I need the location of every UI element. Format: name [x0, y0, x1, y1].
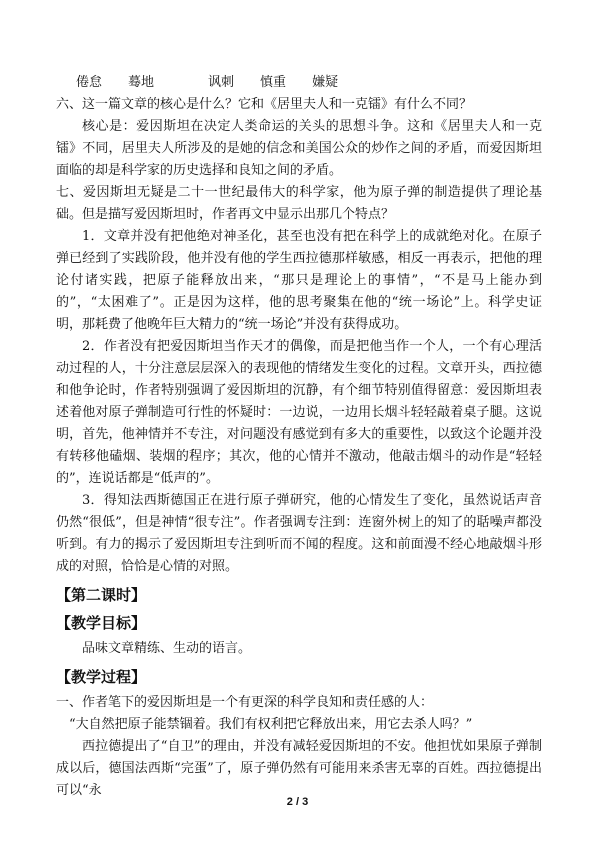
section-1-title: 一、作者笔下的爱因斯坦是一个有更深的科学良知和责任感的人： — [56, 695, 434, 710]
question-7-point-3: 3．得知法西斯德国正在进行原子弹研究，他的心情发生了变化，虽然说话声音仍然“很低”，但是神情“很专注”。作者强调专注到：连窗外树上的知了的聒噪声都没听到。有力的揭示了爱因斯坦专注到听而不闻的程度。这和前面漫不经心地敲烟斗形成的对照，恰恰是心情的对照。 — [56, 493, 542, 574]
teaching-goal-heading: 【教学目标】 — [56, 614, 147, 632]
question-7-point-2: 2．作者没有把爱因斯坦当作天才的偶像，而是把他当作一个人，一个有心理活动过程的人，十分注意层层深入的表现他的情绪发生变化的过程。文章开头，西拉德和他争论时，作者特别强调了爱因斯坦的沉静，有个细节特别值得留意：爱因斯坦表述着他对原子弹制造可行性的怀疑时：一边说，一边用长烟斗轻轻敲着桌子腿。这说明，首先，他神情并不专注，对问题没有感觉到有多大的重要性，以致这个论题并没有转移他磕烟、装烟的程序；其次，他的心情并不激动，他敲击烟斗的动作是“轻轻的”，连说话都是“低声的”。 — [56, 339, 542, 486]
section-1-quote: “大自然把原子能禁锢着。我们有权利把它释放出来，用它去杀人吗？” — [69, 717, 473, 732]
lesson-2-heading: 【第二课时】 — [56, 586, 147, 604]
word-item: 嫌疑 — [312, 75, 339, 90]
vocabulary-words — [56, 72, 542, 94]
section-1-text: 西拉德提出了“自卫”的理由，并没有减轻爱因斯坦的不安。他担忧如果原子弹制成以后，德国法西斯“完蛋”了，原子弹仍然有可能用来杀害无辜的百姓。西拉德提出可以“永 — [56, 739, 542, 798]
question-7-title: 七、爱因斯坦无疑是二十一世纪最伟大的科学家，他为原子弹的制造提供了理论基础。但是描写爱因斯坦时，作者再文中显示出那几个特点？ — [56, 185, 542, 222]
question-6-answer: 核心是：爱因斯坦在决定人类命运的关头的思想斗争。这和《居里夫人和一克镭》不同，居里夫人所涉及的是她的信念和美国公众的炒作之间的矛盾，而爱因斯坦面临的却是科学家的历史选择和良知之间的矛盾。 — [56, 119, 542, 178]
word-item: 倦怠 — [76, 75, 103, 90]
question-6-title: 六、这一篇文章的核心是什么？它和《居里夫人和一克镭》有什么不同？ — [56, 97, 473, 112]
question-7-point-1: 1．文章并没有把他绝对神圣化，甚至也没有把在科学上的成就绝对化。在原子弹已经到了实践阶段，他并没有他的学生西拉德那样敏感，相反一再表示，把他的理论付诸实践，把原子能释放出来，“那只是理论上的事情”，“不是马上能办到的”，“太困难了”。正是因为这样，他的思考聚集在他的“统一场论”上。科学史证明，那耗费了他晚年巨大精力的“统一场论”并没有获得成功。 — [56, 229, 542, 332]
word-item: 慎重 — [260, 75, 287, 90]
word-item: 蓦地 — [128, 75, 155, 90]
teaching-goal-text: 品味文章精练、生动的语言。 — [82, 641, 252, 656]
page-number: 2 / 3 — [286, 796, 309, 808]
teaching-process-heading: 【教学过程】 — [56, 668, 147, 686]
page-content — [56, 72, 542, 802]
word-item: 讽刺 — [208, 75, 235, 90]
